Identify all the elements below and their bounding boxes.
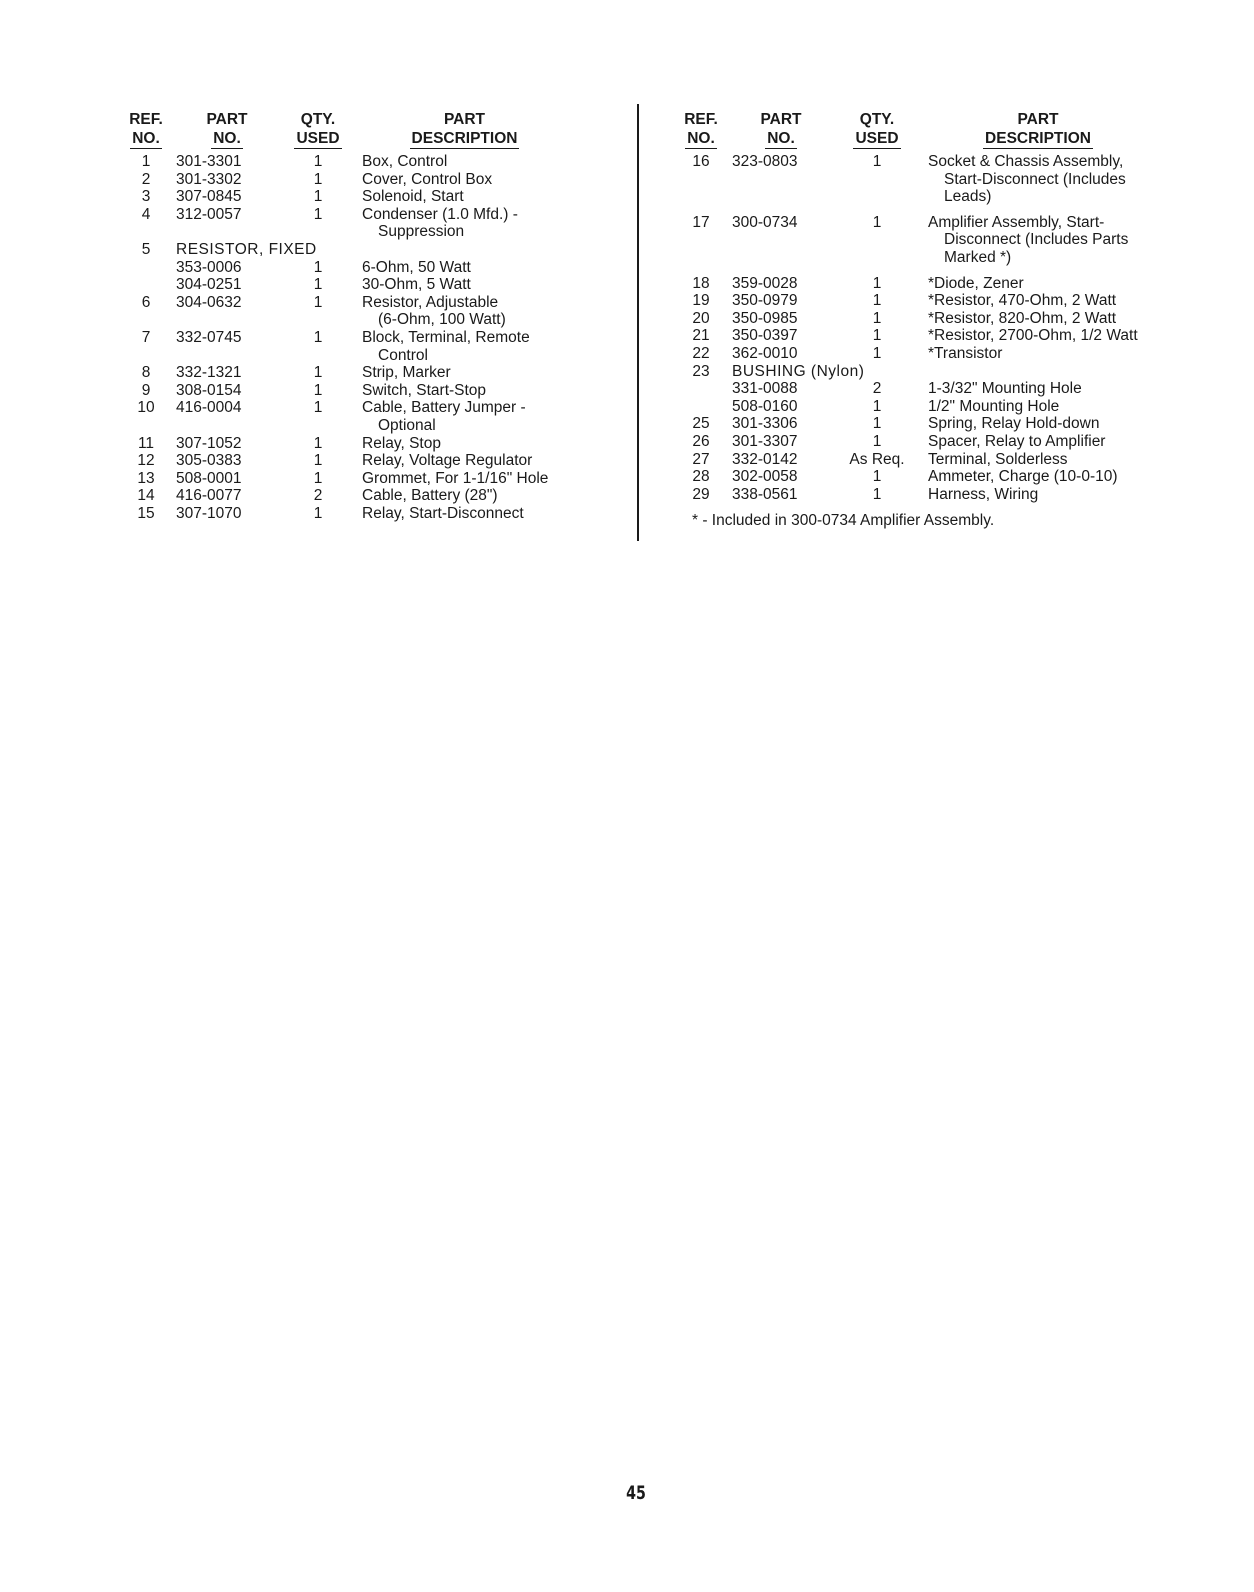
ref-no-cell: 20 xyxy=(692,309,710,327)
qty-cell: 1 xyxy=(872,274,882,292)
qty-cell: 1 xyxy=(313,293,323,311)
description-cell xyxy=(352,435,577,453)
qty-cell: 1 xyxy=(313,205,323,223)
table-row xyxy=(676,486,1158,504)
part-no-cell: 307-1070 xyxy=(176,504,242,522)
part-no-cell: 416-0004 xyxy=(176,399,242,417)
description-line: Ammeter, Charge (10-0-10) xyxy=(928,468,1118,486)
qty-cell: 1 xyxy=(872,485,882,503)
row-spacer-cell xyxy=(676,267,1158,275)
description-line: Terminal, Solderless xyxy=(928,450,1068,468)
part-no-cell: 302-0058 xyxy=(732,468,798,486)
footnote: * - Included in 300-0734 Amplifier Assembly. xyxy=(692,512,995,529)
table-row xyxy=(122,329,577,364)
header-part-description: PART DESCRIPTION xyxy=(411,111,518,147)
ref-no-cell: 23 xyxy=(692,362,710,380)
table-row xyxy=(122,276,577,294)
part-no-cell: 301-3301 xyxy=(176,153,242,170)
description-line: *Resistor, 820-Ohm, 2 Watt xyxy=(928,309,1117,327)
part-no-cell: 307-1052 xyxy=(176,434,242,452)
part-no-cell: 312-0057 xyxy=(176,205,242,223)
ref-no-cell: 13 xyxy=(137,469,155,487)
group-row xyxy=(122,241,577,259)
ref-no-cell: 19 xyxy=(692,292,710,310)
part-no-cell: 332-0745 xyxy=(176,328,242,346)
ref-no-cell: 8 xyxy=(141,364,151,382)
description-line: 1-3/32" Mounting Hole xyxy=(928,380,1082,398)
part-no-cell: 301-3307 xyxy=(732,432,798,450)
ref-no-cell: 12 xyxy=(137,452,155,470)
qty-cell: As Req. xyxy=(849,450,905,468)
description-line: Amplifier Assembly, Start- xyxy=(928,213,1105,231)
page-number: 45 xyxy=(626,1482,646,1504)
row-spacer-cell xyxy=(676,206,1158,214)
description-line: Box, Control xyxy=(362,153,448,170)
table-row xyxy=(122,171,577,189)
description-cell xyxy=(918,380,1158,398)
ref-no-cell: 6 xyxy=(141,293,151,311)
description-cell xyxy=(352,276,577,294)
ref-no-cell: 10 xyxy=(137,399,155,417)
description-line: Start-Disconnect (Includes xyxy=(944,170,1126,188)
ref-no-cell: 21 xyxy=(692,327,710,345)
description-line: (6-Ohm, 100 Watt) xyxy=(378,311,506,329)
qty-cell: 1 xyxy=(872,153,882,170)
qty-cell: 1 xyxy=(313,328,323,346)
ref-no-cell: 7 xyxy=(141,328,151,346)
table-row xyxy=(676,327,1158,345)
qty-cell: 1 xyxy=(313,452,323,470)
qty-cell: 1 xyxy=(313,399,323,417)
description-line: *Resistor, 470-Ohm, 2 Watt xyxy=(928,292,1117,310)
table-row xyxy=(122,435,577,453)
table-row xyxy=(676,398,1158,416)
table-row xyxy=(122,294,577,329)
description-cell xyxy=(918,415,1158,433)
description-line: Switch, Start-Stop xyxy=(362,381,487,399)
ref-no-cell: 17 xyxy=(692,213,710,231)
part-no-cell: 350-0397 xyxy=(732,327,798,345)
ref-no-cell: 9 xyxy=(141,381,151,399)
table-row xyxy=(676,468,1158,486)
description-cell xyxy=(352,487,577,505)
table-row xyxy=(676,433,1158,451)
row-spacer xyxy=(676,267,1158,275)
left-parts-table xyxy=(122,110,577,522)
description-line: Leads) xyxy=(944,188,992,206)
table-row xyxy=(122,259,577,277)
table-row xyxy=(122,382,577,400)
ref-no-cell: 1 xyxy=(141,153,151,170)
ref-no-cell: 25 xyxy=(692,415,710,433)
table-row xyxy=(122,364,577,382)
qty-cell: 1 xyxy=(872,432,882,450)
description-line: Optional xyxy=(378,416,436,434)
part-no-cell: 300-0734 xyxy=(732,213,798,231)
part-no-cell: 308-0154 xyxy=(176,381,242,399)
description-cell xyxy=(918,486,1158,504)
description-line: Suppression xyxy=(378,223,465,241)
ref-no-cell: 2 xyxy=(141,170,151,188)
description-cell xyxy=(352,329,577,364)
qty-cell: 1 xyxy=(872,468,882,486)
ref-no-cell: 29 xyxy=(692,485,710,503)
part-no-cell: 508-0160 xyxy=(732,397,798,415)
part-no-cell: 307-0845 xyxy=(176,188,242,206)
header-ref-no: REF. NO. xyxy=(684,111,718,147)
description-line: 30-Ohm, 5 Watt xyxy=(362,276,471,294)
description-cell xyxy=(352,259,577,277)
table-row xyxy=(122,399,577,434)
qty-cell: 1 xyxy=(313,381,323,399)
table-row xyxy=(676,153,1158,206)
part-no-cell: 508-0001 xyxy=(176,469,242,487)
table-row xyxy=(122,505,577,523)
part-no-cell: 416-0077 xyxy=(176,487,242,505)
description-line: 1/2" Mounting Hole xyxy=(928,397,1060,415)
part-no-cell: 332-1321 xyxy=(176,364,242,382)
description-line: Relay, Start-Disconnect xyxy=(362,504,524,522)
description-line: Cable, Battery (28") xyxy=(362,487,498,505)
description-cell xyxy=(918,327,1158,345)
header-part-no: PART NO. xyxy=(760,111,802,147)
description-cell xyxy=(918,275,1158,293)
qty-cell: 2 xyxy=(872,380,882,398)
qty-cell: 1 xyxy=(313,504,323,522)
part-no-cell: 301-3302 xyxy=(176,170,242,188)
qty-cell: 1 xyxy=(313,153,323,170)
description-cell xyxy=(352,470,577,488)
ref-no-cell xyxy=(122,259,170,277)
table-header-row xyxy=(676,110,1158,153)
description-cell xyxy=(918,153,1158,206)
part-no-cell: 359-0028 xyxy=(732,274,798,292)
qty-cell: 1 xyxy=(872,327,882,345)
description-line: *Diode, Zener xyxy=(928,274,1024,292)
part-no-cell: 304-0251 xyxy=(176,276,242,294)
table-row xyxy=(122,188,577,206)
ref-no-cell xyxy=(122,276,170,294)
description-line: Control xyxy=(378,346,428,364)
part-no-cell: 304-0632 xyxy=(176,293,242,311)
ref-no-cell: 15 xyxy=(137,504,155,522)
part-no-cell: 350-0979 xyxy=(732,292,798,310)
description-line: Spring, Relay Hold-down xyxy=(928,415,1100,433)
table-row xyxy=(122,206,577,241)
left-table-body xyxy=(122,153,577,522)
ref-no-cell: 11 xyxy=(137,434,155,452)
header-part-no: PART NO. xyxy=(206,111,248,147)
qty-cell: 1 xyxy=(313,170,323,188)
description-cell xyxy=(352,399,577,434)
qty-cell: 1 xyxy=(872,292,882,310)
ref-no-cell xyxy=(676,380,726,398)
table-row xyxy=(676,310,1158,328)
description-cell xyxy=(352,382,577,400)
description-line: *Resistor, 2700-Ohm, 1/2 Watt xyxy=(928,327,1138,345)
description-line: Harness, Wiring xyxy=(928,485,1039,503)
table-row xyxy=(122,487,577,505)
header-ref-no: REF. NO. xyxy=(129,111,163,147)
qty-cell: 1 xyxy=(313,434,323,452)
description-cell xyxy=(352,206,577,241)
qty-cell: 1 xyxy=(313,258,323,276)
description-line: Cover, Control Box xyxy=(362,170,493,188)
ref-no-cell: 4 xyxy=(141,205,151,223)
header-part-description: PART DESCRIPTION xyxy=(985,111,1091,147)
description-cell xyxy=(918,468,1158,486)
qty-cell: 1 xyxy=(313,276,323,294)
description-line: Cable, Battery Jumper - xyxy=(362,399,526,417)
group-heading: BUSHING (Nylon) xyxy=(732,362,865,380)
qty-cell: 1 xyxy=(872,213,882,231)
row-spacer xyxy=(676,206,1158,214)
description-line: Socket & Chassis Assembly, xyxy=(928,153,1124,170)
header-qty-used: QTY. USED xyxy=(296,111,340,147)
qty-cell: 1 xyxy=(313,364,323,382)
description-line: Strip, Marker xyxy=(362,364,451,382)
description-cell xyxy=(352,505,577,523)
description-line: Relay, Stop xyxy=(362,434,441,452)
description-line: Solenoid, Start xyxy=(362,188,464,206)
ref-no-cell: 14 xyxy=(137,487,155,505)
table-row xyxy=(676,451,1158,469)
table-row xyxy=(676,275,1158,293)
qty-cell: 2 xyxy=(313,487,323,505)
description-cell xyxy=(918,345,1158,363)
part-no-cell: 331-0088 xyxy=(732,380,798,398)
qty-cell: 1 xyxy=(313,188,323,206)
description-cell xyxy=(352,294,577,329)
part-no-cell: 301-3306 xyxy=(732,415,798,433)
part-no-cell: 362-0010 xyxy=(732,344,798,362)
description-line: 6-Ohm, 50 Watt xyxy=(362,258,471,276)
ref-no-cell: 5 xyxy=(141,240,151,258)
description-cell xyxy=(918,398,1158,416)
ref-no-cell: 26 xyxy=(692,432,710,450)
part-no-cell: 338-0561 xyxy=(732,485,798,503)
description-cell xyxy=(352,452,577,470)
description-cell xyxy=(352,364,577,382)
part-no-cell: 332-0142 xyxy=(732,450,798,468)
description-line: Condenser (1.0 Mfd.) - xyxy=(362,205,518,223)
table-row xyxy=(122,452,577,470)
ref-no-cell: 28 xyxy=(692,468,710,486)
ref-no-cell: 18 xyxy=(692,274,710,292)
table-row xyxy=(122,153,577,171)
description-cell xyxy=(352,188,577,206)
ref-no-cell: 3 xyxy=(141,188,151,206)
description-line: Relay, Voltage Regulator xyxy=(362,452,533,470)
header-qty-used: QTY. USED xyxy=(855,111,899,147)
description-cell xyxy=(352,171,577,189)
description-line: Resistor, Adjustable xyxy=(362,293,499,311)
description-cell xyxy=(918,433,1158,451)
ref-no-cell: 22 xyxy=(692,344,710,362)
description-cell xyxy=(352,153,577,171)
description-line: Marked *) xyxy=(944,248,1012,266)
part-no-cell: 350-0985 xyxy=(732,309,798,327)
right-table-body xyxy=(676,153,1158,503)
ref-no-cell xyxy=(676,398,726,416)
description-cell xyxy=(918,310,1158,328)
column-divider xyxy=(637,104,639,541)
table-header-row xyxy=(122,110,577,153)
description-cell xyxy=(918,292,1158,310)
qty-cell: 1 xyxy=(313,469,323,487)
table-row xyxy=(676,292,1158,310)
description-line: Grommet, For 1-1/16" Hole xyxy=(362,469,549,487)
description-line: Block, Terminal, Remote xyxy=(362,328,530,346)
qty-cell: 1 xyxy=(872,415,882,433)
description-cell xyxy=(918,451,1158,469)
qty-cell: 1 xyxy=(872,309,882,327)
table-row xyxy=(676,214,1158,267)
right-parts-table xyxy=(676,110,1158,503)
qty-cell: 1 xyxy=(872,397,882,415)
description-line: Disconnect (Includes Parts xyxy=(944,231,1129,249)
part-no-cell: 305-0383 xyxy=(176,452,242,470)
table-row xyxy=(676,415,1158,433)
part-no-cell: 353-0006 xyxy=(176,258,242,276)
ref-no-cell: 16 xyxy=(692,153,710,170)
group-row xyxy=(676,363,1158,381)
group-heading: RESISTOR, FIXED xyxy=(176,240,317,258)
table-row xyxy=(676,345,1158,363)
table-row xyxy=(122,470,577,488)
table-row xyxy=(676,380,1158,398)
ref-no-cell: 27 xyxy=(692,450,710,468)
description-line: *Transistor xyxy=(928,344,1003,362)
description-line: Spacer, Relay to Amplifier xyxy=(928,432,1106,450)
description-cell xyxy=(918,214,1158,267)
qty-cell: 1 xyxy=(872,344,882,362)
part-no-cell: 323-0803 xyxy=(732,153,798,170)
